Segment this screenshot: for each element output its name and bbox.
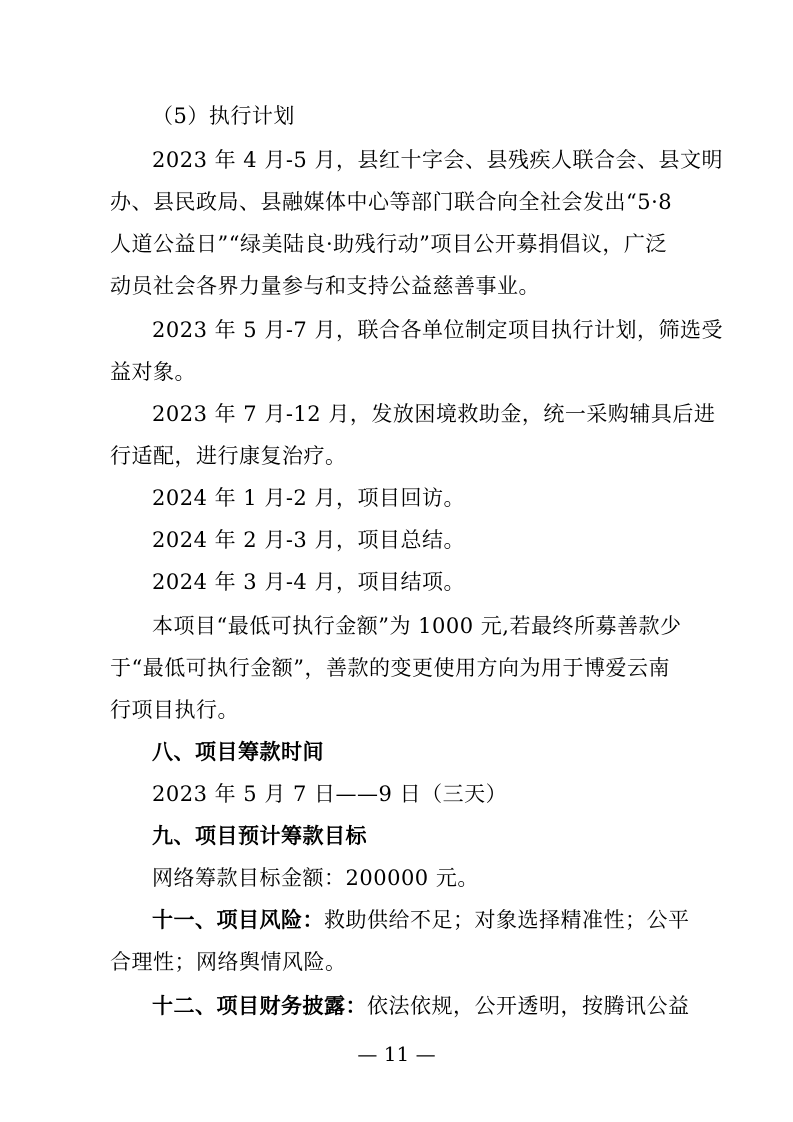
section-heading-fundraising-time: 八、项目筹款时间 (152, 739, 324, 764)
finance-line (152, 992, 690, 1020)
risk-text: 救助供给不足；对象选择精准性；公平 (324, 908, 690, 932)
paragraph-line: 动员社会各界力量参与和支持公益慈善事业。 (110, 274, 540, 298)
section-heading-financial-disclosure: 十二、项目财务披露： (152, 993, 367, 1018)
paragraph-line: 人道公益日”“绿美陆良·助残行动”项目公开募捐倡议，广泛 (110, 232, 667, 256)
paragraph-line: 办、县民政局、县融媒体中心等部门联合向全社会发出“5·8 (110, 190, 673, 214)
paragraph-line: 2023 年 4 月-5 月，县红十字会、县残疾人联合会、县文明 (152, 148, 723, 172)
paragraph-line: 本项目“最低可执行金额”为 1000 元,若最终所募善款少 (152, 614, 682, 638)
paragraph-line: 网络筹款目标金额：200000 元。 (152, 866, 479, 890)
risk-line (152, 906, 690, 934)
section-heading-fundraising-target: 九、项目预计筹款目标 (152, 823, 367, 848)
paragraph-line: 益对象。 (110, 360, 196, 384)
paragraph-line: 2024 年 3 月-4 月，项目结项。 (152, 570, 465, 594)
page-number: — 11 — (357, 1042, 436, 1066)
paragraph-line: 2023 年 7 月-12 月，发放困境救助金，统一采购辅具后进 (152, 402, 716, 426)
section-heading-project-risk: 十一、项目风险： (152, 907, 324, 932)
paragraph-line: 2023 年 5 月 7 日——9 日（三天） (152, 782, 508, 806)
paragraph-line: 2023 年 5 月-7 月，联合各单位制定项目执行计划，筛选受 (152, 318, 723, 342)
section-heading-execution-plan: （5）执行计划 (152, 104, 295, 128)
paragraph-line: 2024 年 2 月-3 月，项目总结。 (152, 528, 465, 552)
paragraph-line: 于“最低可执行金额”，善款的变更使用方向为用于博爱云南 (110, 656, 670, 680)
paragraph-line: 行适配，进行康复治疗。 (110, 444, 347, 468)
paragraph-line: 行项目执行。 (110, 698, 239, 722)
finance-text: 依法依规，公开透明，按腾讯公益 (367, 994, 690, 1018)
paragraph-line: 合理性；网络舆情风险。 (110, 950, 347, 974)
paragraph-line: 2024 年 1 月-2 月，项目回访。 (152, 486, 465, 510)
